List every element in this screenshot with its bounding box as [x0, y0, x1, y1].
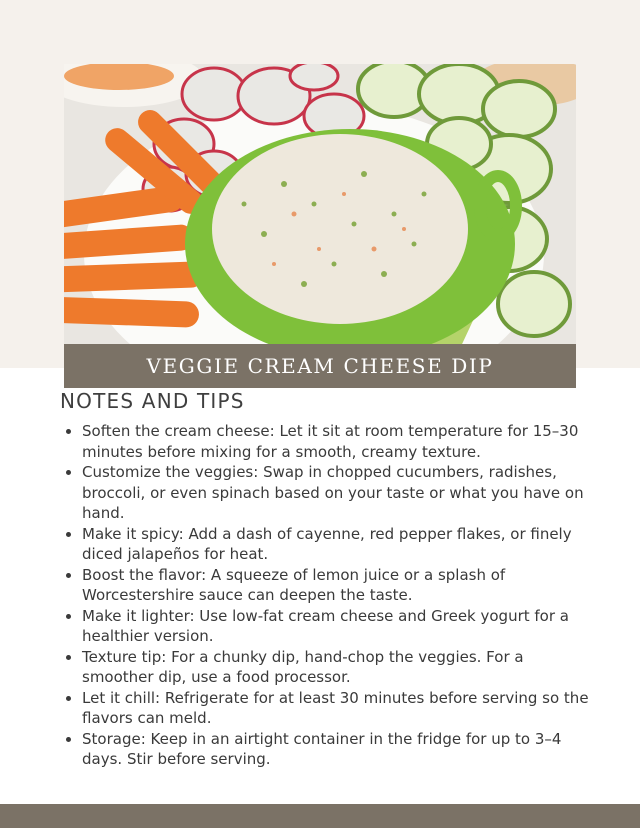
- list-item: Make it lighter: Use low-fat cream cheese and Greek yogurt for a healthier version.: [62, 606, 592, 647]
- notes-heading: NOTES AND TIPS: [60, 389, 245, 413]
- list-item: Boost the flavor: A squeeze of lemon juice or a splash of Worcestershire sauce can deepen the taste.: [62, 565, 592, 606]
- title-banner: [64, 344, 576, 388]
- dip-photo: [64, 64, 576, 344]
- list-item: Customize the veggies: Swap in chopped cucumbers, radishes, broccoli, or even spinach based on your taste or what you have on hand.: [62, 462, 592, 524]
- list-item: Texture tip: For a chunky dip, hand-chop the veggies. For a smoother dip, use a food processor.: [62, 647, 592, 688]
- list-item: Make it spicy: Add a dash of cayenne, red pepper flakes, or finely diced jalapeños for heat.: [62, 524, 592, 565]
- list-item: Storage: Keep in an airtight container in the fridge for up to 3–4 days. Stir before serving.: [62, 729, 592, 770]
- list-item: Let it chill: Refrigerate for at least 30 minutes before serving so the flavors can meld.: [62, 688, 592, 729]
- list-item: Soften the cream cheese: Let it sit at room temperature for 15–30 minutes before mixing for a smooth, creamy texture.: [62, 421, 592, 462]
- footer-bar: [0, 804, 640, 828]
- tips-list: [62, 421, 592, 770]
- recipe-title: VEGGIE CREAM CHEESE DIP: [146, 354, 494, 378]
